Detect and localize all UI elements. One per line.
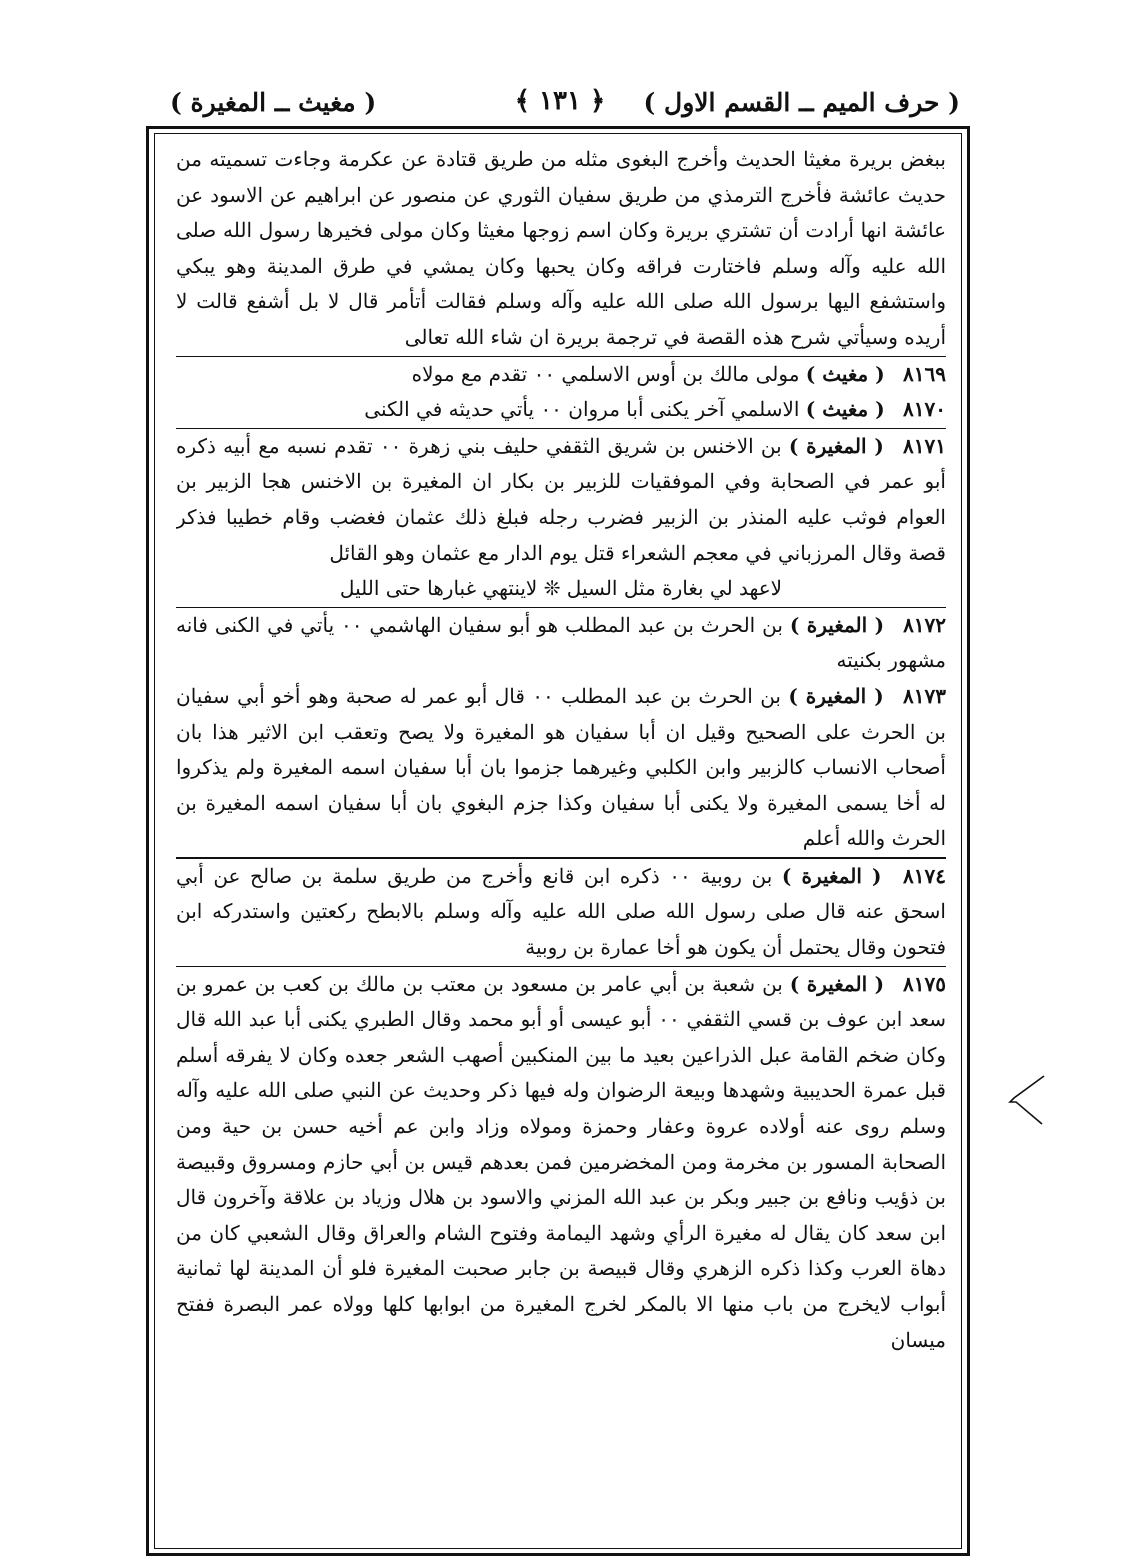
- entry-box-8171: [176, 428, 946, 571]
- verse-line: لاعهد لي بغارة مثل السيل ❊ لاينتهي غبارها حتى الليل: [339, 576, 783, 601]
- entry-8170: [176, 392, 946, 428]
- entry-number: ٨١٧٥: [903, 971, 946, 996]
- entry-box-8172-8173: [176, 607, 946, 858]
- running-head: [150, 78, 970, 128]
- entry-number: ٨١٧٣: [903, 683, 946, 708]
- header-entry-range: ( مغيث ــ المغيرة ): [170, 88, 377, 117]
- entry-number: ٨١٧٤: [903, 863, 946, 888]
- entry-name: ( المغيرة ): [789, 612, 885, 637]
- entry-name: ( المغيرة ): [788, 683, 884, 708]
- entry-text: بن شعبة بن أبي عامر بن مسعود بن معتب بن مالك بن كعب بن عمرو بن سعد ابن عوف بن قسي الثقفي ٠٠ أبو عيسى أو أبو محمد وقال الطبري يكنى أبا عبد الله قال وكان ضخم القامة عبل الذراعين بعيد ما بين المنكبين أصهب الشعر جعده وكان لا يفرقه أسلم قبل عمرة الحديبية وشهدها وبيعة الرضوان وله فيها ذكر وحديث عن النبي صلى الله عليه وآله وسلم روى عنه أولاده عروة وعفار وحمزة ومولاه وزاد وابن عم أخيه حسن بن حية ومن الصحابة المسور بن مخرمة ومن المخضرمين فمن بعدهم قيس بن أبي حازم ومسروق وقبيصة بن ذؤيب ونافع بن جبير وبكر بن عبد الله المزني والاسود بن هلال وزياد بن علاقة وآخرون قال ابن سعد كان يقال له مغيرة الرأي وشهد اليمامة وفتوح الشام والعراق وقال الشعبي كان من دهاة العرب وكذا ذكره الزهري وقال قبيصة بن جابر صحبت المغيرة فلو أن المدينة لها ثمانية أبواب لايخرج من باب منها الا بالمكر لخرج المغيرة من ابوابها كلها وولاه عمر البصرة ففتح ميسان: [176, 971, 946, 1352]
- entry-8173: [176, 679, 946, 857]
- entry-8174: [176, 859, 946, 966]
- entry-text: مولى مالك بن أوس الاسلمي ٠٠ تقدم مع مولاه: [411, 361, 800, 386]
- page-number: ﴿ ١٣١ ﴾: [514, 86, 606, 116]
- entry-name: ( المغيرة ): [781, 863, 882, 888]
- entry-name: ( المغيرة ): [789, 971, 885, 996]
- entry-text: الاسلمي آخر يكنى أبا مروان ٠٠ يأتي حديثه في الكنى: [364, 397, 800, 422]
- margin-pen-mark: [1006, 1072, 1046, 1132]
- entry-number: ٨١٧٠: [903, 397, 946, 422]
- intro-paragraph: ببغض بريرة مغيثا الحديث وأخرج البغوى مثله من طريق قتادة عن عكرمة وجاءت تسميته من حديث عائشة فأخرج الترمذي من طريق سفيان الثوري عن منصور عن ابراهيم عن الاسود عن عائشة انها أرادت أن تشتري بريرة وكان اسم زوجها مغيثا وكان مولى فخيرها رسول الله صلى الله عليه وآله وسلم فاختارت فراقه وكان يحبها وكان يمشي في طرق المدينة وهو يبكي واستشفع اليها برسول الله صلى الله عليه وآله وسلم فقالت أتأمر قال لا بل أشفع قالت لا أريده وسيأتي شرح هذه القصة في ترجمة بريرة ان شاء الله تعالى: [176, 147, 946, 349]
- entry-number: ٨١٦٩: [903, 361, 946, 386]
- entry-8169: [176, 357, 946, 393]
- entry-text: بن الحرث بن عبد المطلب هو أبو سفيان الهاشمي ٠٠ يأتي في الكنى فانه مشهور بكنيته: [176, 612, 946, 673]
- entry-name: ( المغيرة ): [788, 433, 884, 458]
- entry-box-8174: [176, 858, 946, 967]
- entry-text: بن روبية ٠٠ ذكره ابن قانع وأخرج من طريق سلمة بن صالح عن أبي اسحق عنه قال صلى رسول الله صلى الله عليه وآله وسلم بالابطح ركعتين واستدركه ابن فتحون وقال يحتمل أن يكون هو أخا عمارة بن روبية: [176, 863, 946, 960]
- entry-box-8169: [176, 356, 946, 393]
- page-body: [176, 142, 946, 1542]
- entry-text: بن الحرث بن عبد المطلب ٠٠ قال أبو عمر له صحبة وهو أخو أبي سفيان بن الحرث على الصحيح وقيل ان أبا سفيان هو المغيرة ولا يصح وتعقب ابن الاثير هذا بان أصحاب الانساب كالزبير وابن الكلبي وغيرهما جزموا بان أبا سفيان اسمه المغيرة ولم يذكروا له أخا يسمى المغيرة ولا يكنى أبا سفيان وكذا جزم البغوي بان أبا سفيان اسمه المغيرة بن الحرث والله أعلم: [176, 683, 946, 851]
- entry-text: بن الاخنس بن شريق الثقفي حليف بني زهرة ٠٠ تقدم نسبه مع أبيه ذكره أبو عمر في الصحابة وفي الموفقيات للزبير بن بكار ان المغيرة بن الاخنس هجا الزبير بن العوام فوثب عليه المنذر بن الزبير فضرب رجله فبلغ ذلك عثمان فغضب وقام خطيبا فذكر قصة وقال المرزباني في معجم الشعراء قتل يوم الدار مع عثمان وهو القائل: [176, 433, 946, 565]
- entry-8175: [176, 967, 946, 1359]
- entry-name: ( مغيث ): [805, 361, 885, 386]
- entry-8172: [176, 608, 946, 679]
- entry-number: ٨١٧١: [903, 433, 946, 458]
- entry-number: ٨١٧٢: [903, 612, 946, 637]
- entry-8171: [176, 429, 946, 571]
- header-section-title: ( حرف الميم ــ القسم الاول ): [643, 88, 960, 117]
- entry-name: ( مغيث ): [805, 397, 885, 422]
